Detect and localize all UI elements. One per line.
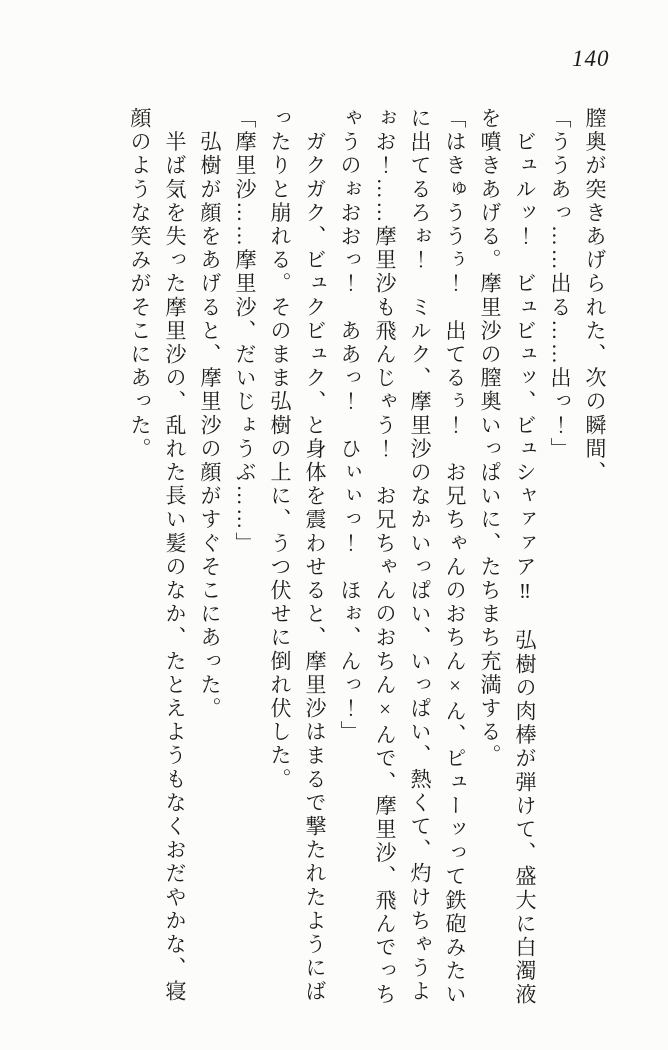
text-line-14: 顔のような笑みがそこにあった。 <box>128 107 152 461</box>
page-number: 140 <box>572 46 610 71</box>
text-line-11: 「摩里沙……摩里沙、だいじょうぶ……」 <box>233 107 257 556</box>
text-line-8: ゃうのぉおおっ！ ああっ！ ひぃぃっ！ ほぉ、んっ！」 <box>338 107 362 745</box>
text-line-4: を噴きあげる。摩里沙の膣奥いっぱいに、たちまち充満する。 <box>478 107 502 768</box>
text-line-7: ぉお！……摩里沙も飛んじゃう！ お兄ちゃんのおちん×んで、摩里沙、飛んでっち <box>373 107 397 1007</box>
text-line-9: ガクガク、ビュクビュク、と身体を震わせると、摩里沙はまるで撃たれたようにば <box>303 107 327 1004</box>
text-line-13: 半ば気を失った摩里沙の、乱れた長い髪のなか、たとえようもなくおだやかな、寝 <box>163 107 187 1004</box>
body-text-block <box>122 107 612 1007</box>
text-line-3: ビュルッ！ ビュビュッ、ビュシャァァア‼ 弘樹の肉棒が弾けて、盛大に白濁液 <box>513 107 537 1007</box>
text-line-2: 「ううあっ……出る……出っ！」 <box>548 107 572 461</box>
text-line-6: に出てるろぉ！ ミルク、摩里沙のなかいっぱい、いっぱい、熱くて、灼けちゃうよ <box>408 107 432 1004</box>
text-line-12: 弘樹が顔をあげると、摩里沙の顔がすぐそこにあった。 <box>198 107 222 721</box>
text-line-10: ったりと崩れる。そのまま弘樹の上に、うつ伏せに倒れ伏した。 <box>268 107 292 792</box>
text-line-5: 「はきゅううぅ！ 出てるぅ！ お兄ちゃんのおちん×ん、ピューッって鉄砲みたい <box>443 107 467 1007</box>
text-line-1: 膣奥が突きあげられた、次の瞬間、 <box>583 107 607 485</box>
